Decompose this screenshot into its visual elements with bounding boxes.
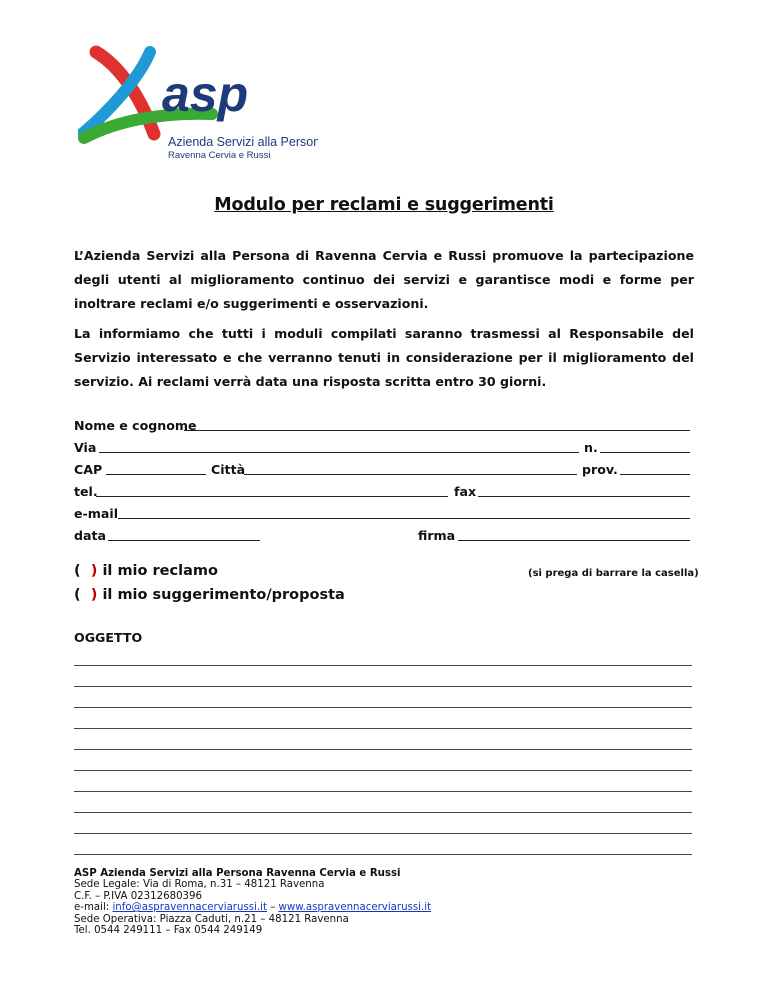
city-field[interactable]: [244, 474, 577, 475]
email-field[interactable]: [118, 518, 690, 519]
suggestion-label: il mio suggerimento/proposta: [102, 587, 345, 603]
checkbox-note: (si prega di barrare la casella): [528, 568, 699, 579]
city-row: [74, 459, 690, 479]
prov-field[interactable]: [620, 474, 690, 475]
footer: [74, 868, 431, 936]
logo-subtitle: Azienda Servizi alla Persona: [168, 135, 318, 149]
paren-open: (: [74, 563, 81, 579]
name-label: Nome e cognome: [74, 418, 197, 433]
complaint-checkbox[interactable]: [74, 563, 218, 579]
date-label: data: [74, 528, 107, 543]
tel-field[interactable]: [96, 496, 448, 497]
page-title: Modulo per reclami e suggerimenti: [214, 195, 554, 215]
logo-subsubtitle: Ravenna Cervia e Russi: [168, 150, 271, 161]
subject-line[interactable]: [74, 770, 692, 771]
signature-label: firma: [418, 528, 456, 543]
tel-label: tel.: [74, 484, 98, 499]
paren-close: ): [90, 563, 98, 579]
prov-label: prov.: [582, 462, 618, 477]
asp-logo: [78, 42, 318, 164]
complaint-label: il mio reclamo: [102, 563, 218, 579]
city-label: Città: [211, 462, 246, 477]
footer-website-link[interactable]: www.aspravennacerviarussi.it: [278, 902, 432, 914]
subject-line[interactable]: [74, 707, 692, 708]
subject-line[interactable]: [74, 833, 692, 834]
asp-logo-mark: [78, 42, 318, 164]
fax-label: fax: [454, 484, 477, 499]
paren-open: (: [74, 587, 81, 603]
subject-line[interactable]: [74, 749, 692, 750]
number-label: n.: [584, 440, 598, 455]
date-field[interactable]: [108, 540, 260, 541]
suggestion-checkbox[interactable]: [74, 587, 345, 603]
footer-tax-code: C.F. – P.IVA 02312680396: [74, 890, 203, 902]
fax-field[interactable]: [478, 496, 690, 497]
footer-org-name: ASP Azienda Servizi alla Persona Ravenna Cervia e Russi: [74, 868, 401, 879]
signature-field[interactable]: [458, 540, 690, 541]
cap-field[interactable]: [106, 474, 206, 475]
footer-contacts: [74, 902, 431, 913]
footer-email-link[interactable]: info@aspravennacerviarussi.it: [112, 902, 267, 914]
address-row: [74, 437, 690, 457]
subject-line[interactable]: [74, 728, 692, 729]
name-field[interactable]: [184, 430, 690, 431]
email-row: [74, 503, 690, 523]
subject-line[interactable]: [74, 812, 692, 813]
email-label: e-mail: [74, 506, 119, 521]
paren-close: ): [90, 587, 98, 603]
phone-row: [74, 481, 690, 501]
subject-line[interactable]: [74, 791, 692, 792]
footer-legal-address: Sede Legale: Via di Roma, n.31 – 48121 Ravenna: [74, 879, 325, 891]
footer-email-label: e-mail:: [74, 902, 113, 914]
via-label: Via: [74, 440, 97, 455]
subject-label: OGGETTO: [74, 630, 143, 645]
number-field[interactable]: [600, 452, 690, 453]
subject-line[interactable]: [74, 665, 692, 666]
info-paragraph: La informiamo che tutti i moduli compilati saranno trasmessi al Responsabile del Servizio interessato e che verranno tenuti in considerazione per il miglioramento del servizio. Ai reclami verrà data una risposta scritta entro 30 giorni.: [74, 326, 694, 389]
logo-brand: asp: [162, 66, 249, 122]
subject-line[interactable]: [74, 854, 692, 855]
intro-paragraph: L’Azienda Servizi alla Persona di Ravenna Cervia e Russi promuove la partecipazione degli utenti al miglioramento continuo dei servizi e garantisce modi e forme per inoltrare reclami e/o suggerimenti e osservazioni.: [74, 248, 694, 311]
footer-separator: –: [266, 902, 279, 914]
cap-label: CAP: [74, 462, 103, 477]
signature-row: [74, 525, 690, 545]
name-row: [74, 415, 690, 435]
subject-line[interactable]: [74, 686, 692, 687]
via-field[interactable]: [99, 452, 579, 453]
footer-operational-address: Sede Operativa: Piazza Caduti, n.21 – 48121 Ravenna: [74, 913, 349, 925]
footer-phone: Tel. 0544 249111 – Fax 0544 249149: [74, 925, 263, 937]
